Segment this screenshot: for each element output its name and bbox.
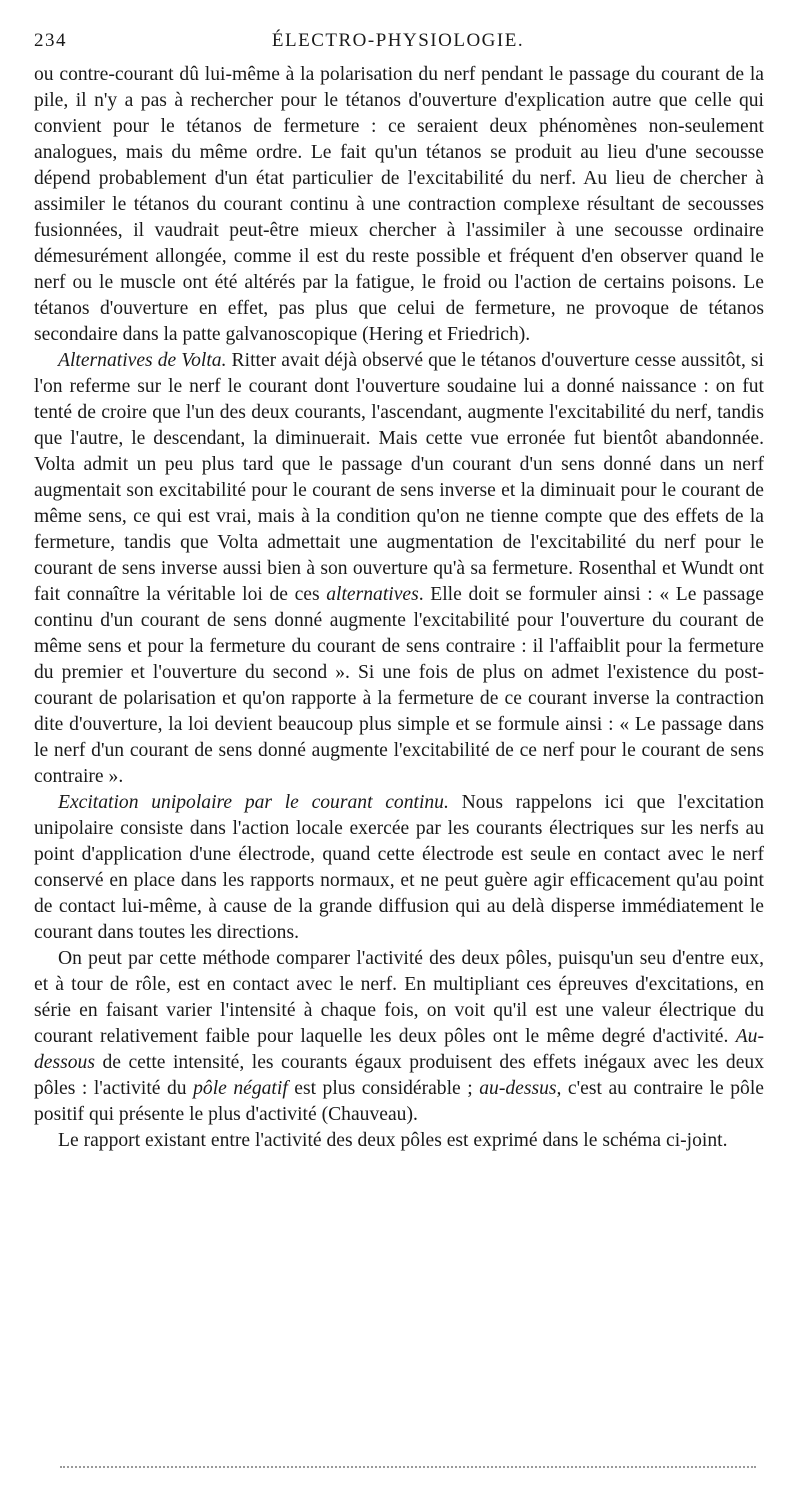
- paragraph-excitation-unipolaire: [34, 790, 764, 946]
- italic-term-au-dessus: au-dessus,: [479, 1078, 562, 1099]
- running-head: [34, 30, 762, 56]
- paragraph-poles-text-c: est plus considérable ;: [287, 1078, 480, 1099]
- paragraph-poles-text-a: On peut par cette méthode comparer l'activité des deux pôles, puisqu'un seu d'entre eux, et à tour de rôle, est en contact avec le nerf. En multipliant ces épreuves d'excitations, en série en faisant varier l'intensité à chaque fois, on voit qu'il est une valeur électrique du courant relativement faible pour laquelle les deux pôles ont le même degré d'activité.: [34, 948, 764, 1047]
- paragraph-poles-text-d: c'est au contraire le pôle positif qui présente le plus d'activité (Chauveau).: [34, 1078, 764, 1125]
- paragraph-polarisation: [34, 62, 764, 348]
- paragraph-activite-poles: [34, 946, 764, 1128]
- paragraph-excitation-text: Nous rappelons ici que l'excitation unipolaire consiste dans l'action locale exercée par les courants électriques sur les nerfs au point d'application d'une électrode, quand cette électrode est seule en contact avec le nerf conservé en place dans les rapports normaux, et ne peut guère agir efficacement qu'au point de contact lui-même, à cause de la grande diffusion qui au delà disperse immédiatement le courant dans toutes les directions.: [34, 792, 764, 943]
- section-heading-excitation: Excitation unipolaire par le courant continu.: [58, 792, 449, 813]
- running-title: ÉLECTRO-PHYSIOLOGIE.: [271, 30, 525, 51]
- italic-term-alternatives: alternatives: [326, 584, 419, 605]
- paragraph-polarisation-text: ou contre-courant dû lui-même à la polarisation du nerf pendant le passage du courant de la pile, il n'y a pas à rechercher pour le tétanos d'ouverture d'explication autre que celle qui convient pour le tétanos de fermeture : ce seraient deux phénomènes non-seulement analogues, mais du même ordre. Le fait qu'un tétanos se produit au lieu d'une secousse dépend probablement d'un état particulier de l'excitabilité du nerf. Au lieu de chercher à assimiler le tétanos du courant continu à une contraction complexe résultant de secousses fusionnées, il vaudrait peut-être mieux chercher à l'assimiler à une secousse ordinaire démesurément allongée, comme il est du reste possible et fréquent d'en observer quand le nerf ou le muscle ont été altérés par la fatigue, le froid ou l'action de certains poisons. Le tétanos d'ouverture en effet, pas plus que celui de fermeture, ne provoque de tétanos secondaire dans la patte galvanoscopique (Hering et Friedrich).: [34, 64, 764, 345]
- bottom-dotted-rule: [60, 1466, 756, 1468]
- paragraph-alternatives-text-b: . Elle doit se formuler ainsi : « Le passage continu d'un courant de sens donné augmente l'excitabilité pour l'ouverture du courant de même sens et pour la fermeture du courant de sens contraire : il l'affaiblit pour la fermeture du premier et l'ouverture du second ». Si une fois de plus on admet l'existence du post-courant de polarisation et qu'on rapporte à la fermeture de ce courant inverse la contraction dite d'ouverture, la loi devient beaucoup plus simple et se formule ainsi : « Le passage dans le nerf d'un courant de sens donné augmente l'excitabilité de ce nerf pour le courant de sens contraire ».: [34, 584, 764, 787]
- paragraph-poles-text-b: de cette intensité, les courants égaux produisent des effets inégaux avec les deux pôles : l'activité du: [34, 1052, 764, 1099]
- italic-term-au-dessous: Au-dessous: [34, 1026, 764, 1073]
- page-number: 234: [34, 30, 67, 51]
- section-heading-alternatives: Alternatives de Volta.: [58, 350, 227, 371]
- main-text: [34, 62, 764, 1154]
- paragraph-schema: [34, 1128, 764, 1154]
- italic-term-pole-negatif: pôle négatif: [193, 1078, 288, 1099]
- paragraph-alternatives-text-a: Ritter avait déjà observé que le tétanos d'ouverture cesse aussitôt, si l'on referme sur le nerf le courant dont l'ouverture soudaine lui a donné naissance : on fut tenté de croire que l'un des deux courants, l'ascendant, augmente l'excitabilité du nerf, tandis que l'autre, le descendant, la diminuerait. Mais cette vue erronée fut bientôt abandonnée. Volta admit un peu plus tard que le passage d'un courant d'un sens donné dans un nerf augmentait son excitabilité pour le courant de sens inverse et la diminuait pour le courant de même sens, ce qui est vrai, mais à la condition qu'on ne tienne compte que des effets de la fermeture, tandis que Volta admettait une augmentation de l'excitabilité du nerf pour le courant de sens inverse aussi bien à son ouverture qu'à sa fermeture. Rosenthal et Wundt ont fait connaître la véritable loi de ces: [34, 350, 764, 605]
- paragraph-alternatives-volta: [34, 348, 764, 790]
- paragraph-schema-text: Le rapport existant entre l'activité des deux pôles est exprimé dans le schéma ci-joint.: [58, 1130, 728, 1151]
